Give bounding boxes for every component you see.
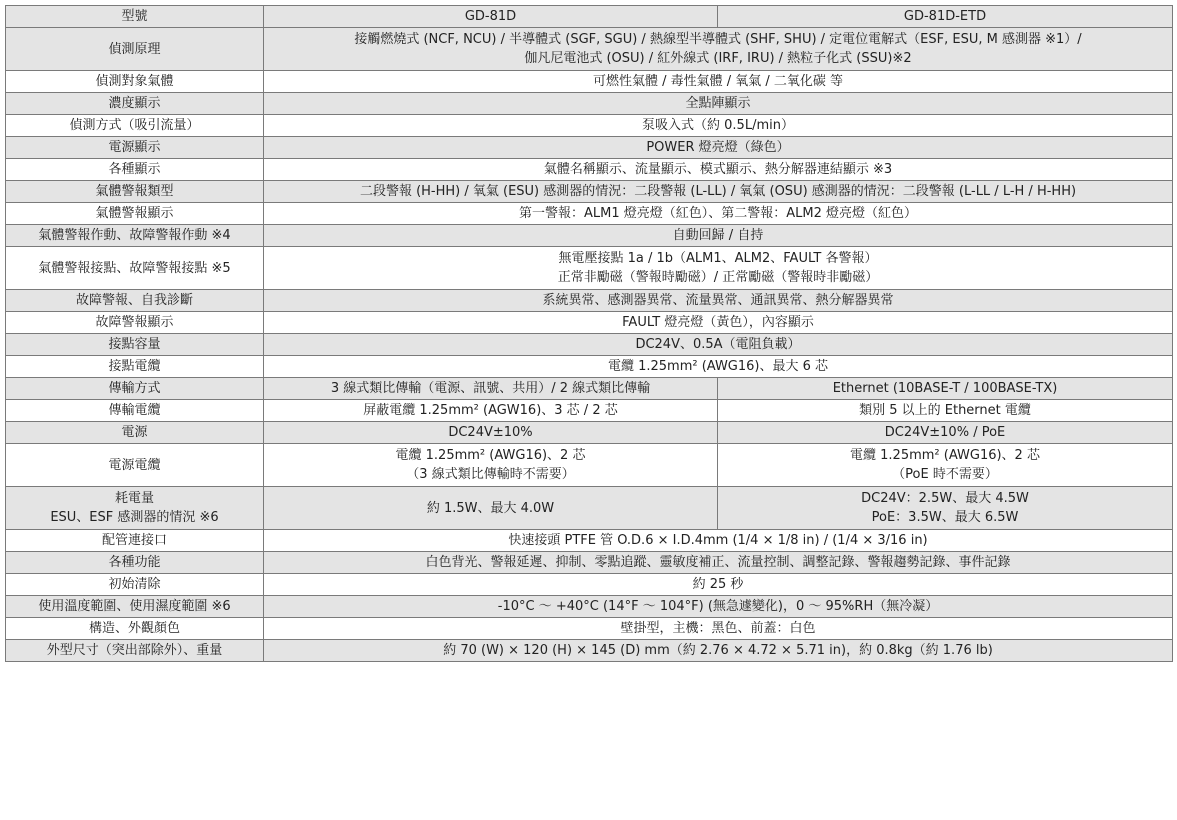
row-value-model-b-line: 電纜 1.25mm² (AWG16)、2 芯 bbox=[850, 448, 1040, 463]
header-label: 型號 bbox=[6, 6, 264, 28]
row-value-model-a-line: 約 1.5W、最大 4.0W bbox=[426, 500, 555, 516]
spec-body bbox=[6, 28, 1173, 662]
table-row bbox=[6, 71, 1173, 93]
table-row bbox=[6, 115, 1173, 137]
row-value-line: FAULT 燈亮燈（黃色），內容顯示 bbox=[622, 315, 814, 330]
row-value-model-a bbox=[264, 400, 718, 422]
row-value-line: 泵吸入式（約 0.5L/min） bbox=[642, 118, 794, 133]
table-row bbox=[6, 334, 1173, 356]
row-label: 各種功能 bbox=[6, 552, 264, 574]
table-row bbox=[6, 444, 1173, 487]
row-value bbox=[264, 334, 1173, 356]
row-value-line: -10°C ～ +40°C (14°F ～ 104°F) (無急遽變化)，0 ～ 95%RH（無冷凝） bbox=[497, 599, 939, 614]
row-label: 使用溫度範圍、使用濕度範圍 ※6 bbox=[6, 596, 264, 618]
table-row bbox=[6, 640, 1173, 662]
row-value-model-b-line: PoE：3.5W、最大 6.5W bbox=[871, 510, 1019, 525]
header-model-a: GD-81D bbox=[264, 6, 718, 28]
row-label: 氣體警報類型 bbox=[6, 181, 264, 203]
row-value-line: 電纜 1.25mm² (AWG16)、最大 6 芯 bbox=[607, 359, 829, 374]
table-row bbox=[6, 247, 1173, 290]
row-label: 氣體警報接點、故障警報接點 ※5 bbox=[6, 247, 264, 290]
row-value bbox=[264, 203, 1173, 225]
table-row bbox=[6, 596, 1173, 618]
row-value-line: 正常非勵磁（警報時勵磁）/ 正常勵磁（警報時非勵磁） bbox=[557, 270, 879, 285]
table-row bbox=[6, 181, 1173, 203]
row-value-line: DC24V、0.5A（電阻負載） bbox=[635, 337, 801, 352]
table-row bbox=[6, 137, 1173, 159]
row-value-model-a bbox=[264, 444, 718, 487]
row-value-line: 接觸燃燒式 (NCF, NCU) / 半導體式 (SGF, SGU) / 熱線型半導體式 (SHF, SHU) / 定電位電解式（ESF, ESU, M 感測器 ※1）/ bbox=[354, 32, 1082, 47]
row-value-line: 氣體名稱顯示、流量顯示、模式顯示、熱分解器連結顯示 ※3 bbox=[543, 162, 893, 177]
row-value-line: 系統異常、感測器異常、流量異常、通訊異常、熱分解器異常 bbox=[542, 293, 894, 308]
table-row bbox=[6, 290, 1173, 312]
row-label: 構造、外觀顏色 bbox=[6, 618, 264, 640]
row-value-line: POWER 燈亮燈（綠色） bbox=[646, 140, 790, 155]
row-value-model-a bbox=[264, 487, 718, 530]
row-label: 電源電纜 bbox=[6, 444, 264, 487]
row-value bbox=[264, 530, 1173, 552]
row-value bbox=[264, 247, 1173, 290]
row-value bbox=[264, 312, 1173, 334]
row-value-model-b bbox=[718, 487, 1173, 530]
row-value bbox=[264, 115, 1173, 137]
row-value-model-b bbox=[718, 378, 1173, 400]
row-label: 初始清除 bbox=[6, 574, 264, 596]
row-label: 氣體警報作動、故障警報作動 ※4 bbox=[6, 225, 264, 247]
row-value bbox=[264, 574, 1173, 596]
row-value-model-a bbox=[264, 422, 718, 444]
row-label: 配管連接口 bbox=[6, 530, 264, 552]
row-value-line: 自動回歸 / 自持 bbox=[672, 228, 764, 243]
row-value-model-a-line: 電纜 1.25mm² (AWG16)、2 芯 bbox=[395, 448, 586, 463]
row-value bbox=[264, 290, 1173, 312]
row-label: 偵測對象氣體 bbox=[6, 71, 264, 93]
row-value bbox=[264, 225, 1173, 247]
row-value-model-b-line: DC24V：2.5W、最大 4.5W bbox=[861, 491, 1029, 506]
row-label: 偵測原理 bbox=[6, 28, 264, 71]
row-value-model-a-line: 3 線式類比傳輸（電源、訊號、共用）/ 2 線式類比傳輸 bbox=[330, 381, 651, 396]
table-row bbox=[6, 618, 1173, 640]
table-row bbox=[6, 574, 1173, 596]
row-label: 傳輸電纜 bbox=[6, 400, 264, 422]
row-label: 故障警報顯示 bbox=[6, 312, 264, 334]
row-value-line: 第一警報：ALM1 燈亮燈（紅色）、第二警報：ALM2 燈亮燈（紅色） bbox=[518, 206, 917, 221]
row-label: 偵測方式（吸引流量） bbox=[6, 115, 264, 137]
table-row bbox=[6, 530, 1173, 552]
row-label: 電源 bbox=[6, 422, 264, 444]
table-row bbox=[6, 487, 1173, 530]
header-row bbox=[6, 6, 1173, 28]
row-label-line: 耗電量 bbox=[114, 491, 154, 506]
row-value-line: 約 25 秒 bbox=[692, 577, 744, 592]
row-value-model-a-line: 屏蔽電纜 1.25mm² (AGW16)、3 芯 / 2 芯 bbox=[363, 403, 618, 418]
row-value-model-b bbox=[718, 444, 1173, 487]
table-row bbox=[6, 378, 1173, 400]
row-value bbox=[264, 93, 1173, 115]
table-row bbox=[6, 225, 1173, 247]
row-label: 各種顯示 bbox=[6, 159, 264, 181]
row-value bbox=[264, 356, 1173, 378]
table-row bbox=[6, 93, 1173, 115]
row-value-model-a-line: DC24V±10% bbox=[448, 425, 533, 440]
table-row bbox=[6, 400, 1173, 422]
header-model-b: GD-81D-ETD bbox=[718, 6, 1173, 28]
row-value-model-a-line: （3 線式類比傳輸時不需要） bbox=[406, 467, 575, 482]
row-value bbox=[264, 71, 1173, 93]
row-value-line: 約 70 (W) × 120 (H) × 145 (D) mm（約 2.76 × 4.72 × 5.71 in)，約 0.8kg（約 1.76 lb) bbox=[443, 643, 993, 658]
table-row bbox=[6, 203, 1173, 225]
row-value-line: 白色背光、警報延遲、抑制、零點追蹤、靈敏度補正、流量控制、調整記錄、警報趨勢記錄、事件記錄 bbox=[425, 555, 1011, 570]
row-value-line: 二段警報 (H-HH) / 氧氣 (ESU) 感測器的情況：二段警報 (L-LL) / 氧氣 (OSU) 感測器的情況：二段警報 (L-LL / L-H / H-HH) bbox=[359, 184, 1077, 199]
row-value-line: 無電壓接點 1a / 1b（ALM1、ALM2、FAULT 各警報） bbox=[558, 251, 878, 266]
row-value bbox=[264, 137, 1173, 159]
row-value-model-b-line: 類別 5 以上的 Ethernet 電纜 bbox=[859, 403, 1031, 418]
row-value bbox=[264, 640, 1173, 662]
row-label-line: ESU、ESF 感測器的情況 ※6 bbox=[50, 510, 219, 525]
table-row bbox=[6, 422, 1173, 444]
row-label bbox=[6, 487, 264, 530]
row-value-model-a bbox=[264, 378, 718, 400]
row-value bbox=[264, 618, 1173, 640]
row-value bbox=[264, 596, 1173, 618]
row-label: 傳輸方式 bbox=[6, 378, 264, 400]
row-value-line: 伽凡尼電池式 (OSU) / 紅外線式 (IRF, IRU) / 熱粒子化式 (SSU)※2 bbox=[524, 51, 912, 66]
table-row bbox=[6, 159, 1173, 181]
spec-table bbox=[5, 5, 1173, 662]
row-value bbox=[264, 159, 1173, 181]
row-value-line: 壁掛型，主機：黑色、前蓋：白色 bbox=[620, 621, 816, 636]
row-label: 氣體警報顯示 bbox=[6, 203, 264, 225]
row-label: 接點電纜 bbox=[6, 356, 264, 378]
row-value bbox=[264, 28, 1173, 71]
row-value-model-b-line: Ethernet (10BASE-T / 100BASE-TX) bbox=[832, 381, 1058, 396]
row-label: 外型尺寸（突出部除外）、重量 bbox=[6, 640, 264, 662]
row-value-model-b-line: （PoE 時不需要） bbox=[892, 467, 998, 482]
table-row bbox=[6, 312, 1173, 334]
row-value-model-b bbox=[718, 422, 1173, 444]
row-value-line: 可燃性氣體 / 毒性氣體 / 氧氣 / 二氧化碳 等 bbox=[592, 74, 844, 89]
row-value-line: 全點陣顯示 bbox=[685, 96, 751, 111]
table-row bbox=[6, 356, 1173, 378]
row-label: 電源顯示 bbox=[6, 137, 264, 159]
row-value bbox=[264, 552, 1173, 574]
row-value-model-b bbox=[718, 400, 1173, 422]
table-row bbox=[6, 28, 1173, 71]
row-label: 故障警報、自我診斷 bbox=[6, 290, 264, 312]
table-row bbox=[6, 552, 1173, 574]
row-value-model-b-line: DC24V±10% / PoE bbox=[884, 425, 1006, 440]
row-label: 濃度顯示 bbox=[6, 93, 264, 115]
row-value bbox=[264, 181, 1173, 203]
row-label: 接點容量 bbox=[6, 334, 264, 356]
row-value-line: 快速接頭 PTFE 管 O.D.6 × I.D.4mm (1/4 × 1/8 in) / (1/4 × 3/16 in) bbox=[508, 533, 928, 548]
